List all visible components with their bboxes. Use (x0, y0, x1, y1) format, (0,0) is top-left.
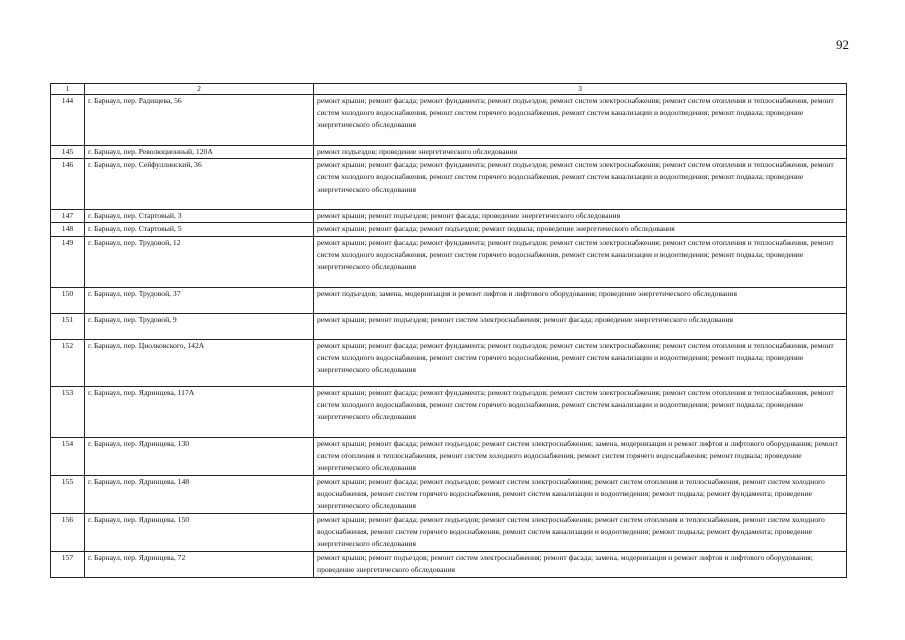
row-address: г. Барнаул, пер. Сейфуллинский, 36 (85, 159, 314, 210)
row-address: г. Барнаул, пер. Трудовой, 9 (85, 313, 314, 339)
table-row (51, 339, 847, 386)
page-number: 92 (836, 37, 849, 52)
row-number: 155 (51, 475, 85, 513)
row-works: ремонт крыши; ремонт подъездов; ремонт систем электроснабжения; ремонт фасада; проведение энергетического обследования (314, 313, 847, 339)
row-works: ремонт крыши; ремонт подъездов; ремонт систем электроснабжения; ремонт фасада; замена, модернизация и ремонт лифтов и лифтового оборудования; проведение энергетического обследования (314, 551, 847, 577)
row-works: ремонт подъездов; проведение энергетического обследования (314, 146, 847, 159)
row-number: 145 (51, 146, 85, 159)
row-number: 146 (51, 159, 85, 210)
column-header-number: 1 (51, 84, 85, 95)
row-address: г. Барнаул, пер. Радищева, 56 (85, 95, 314, 146)
row-address: г. Барнаул, пер. Ядринцева, 117А (85, 386, 314, 437)
repair-register-table (50, 83, 847, 578)
row-address: г. Барнаул, пер. Стартовый, 3 (85, 210, 314, 223)
table-row (51, 551, 847, 577)
row-number: 156 (51, 513, 85, 551)
table-row (51, 287, 847, 313)
table-row (51, 437, 847, 475)
row-number: 147 (51, 210, 85, 223)
row-number: 149 (51, 236, 85, 287)
row-address: г. Барнаул, пер. Ядринцева, 148 (85, 475, 314, 513)
row-works: ремонт крыши; ремонт фасада; ремонт фундамента; ремонт подъездов; ремонт систем электроснабжения; ремонт систем отопления и теплоснабжения, ремонт систем холодного водоснабжения, ремонт систем горячего водоснабжения, ремонт систем канализации и водоотведения; ремонт подвала; проведение энергетического обследования (314, 236, 847, 287)
row-address: г. Барнаул, пер. Ядринцева, 150 (85, 513, 314, 551)
row-address: г. Барнаул, пер. Стартовый, 5 (85, 223, 314, 236)
table-row (51, 386, 847, 437)
row-number: 144 (51, 95, 85, 146)
table-header-row (51, 84, 847, 95)
row-address: г. Барнаул, пер. Трудовой, 12 (85, 236, 314, 287)
column-header-address: 2 (85, 84, 314, 95)
table-row (51, 146, 847, 159)
table-row (51, 210, 847, 223)
row-address: г. Барнаул, пер. Циолковского, 142А (85, 339, 314, 386)
row-number: 151 (51, 313, 85, 339)
row-works: ремонт крыши; ремонт фасада; ремонт фундамента; ремонт подъездов; ремонт систем электроснабжения; ремонт систем отопления и теплоснабжения, ремонт систем холодного водоснабжения, ремонт систем горячего водоснабжения, ремонт систем канализации и водоотведения; ремонт подвала; проведение энергетического обследования (314, 95, 847, 146)
row-works: ремонт крыши; ремонт фасада; ремонт фундамента; ремонт подъездов; ремонт систем электроснабжения; ремонт систем отопления и теплоснабжения, ремонт систем холодного водоснабжения, ремонт систем горячего водоснабжения, ремонт систем канализации и водоотведения; ремонт подвала; проведение энергетического обследования (314, 339, 847, 386)
row-works: ремонт крыши; ремонт фасада; ремонт подъездов; ремонт систем электроснабжения; ремонт систем отопления и теплоснабжения, ремонт систем холодного водоснабжения, ремонт систем горячего водоснабжения, ремонт систем канализации и водоотведения; ремонт подвала; ремонт фундамента; проведение энергетического обследования (314, 513, 847, 551)
row-number: 154 (51, 437, 85, 475)
table-row (51, 223, 847, 236)
row-works: ремонт крыши; ремонт фасада; ремонт подъездов; ремонт систем электроснабжения; замена, модернизация и ремонт лифтов и лифтового оборудования; ремонт систем отопления и теплоснабжения, ремонт систем холодного водоснабжения, ремонт систем горячего водоснабжения; ремонт подвала; проведение энергетического обследования (314, 437, 847, 475)
table-row (51, 475, 847, 513)
row-address: г. Барнаул, пер. Революционный, 120А (85, 146, 314, 159)
row-address: г. Барнаул, пер. Ядринцева, 130 (85, 437, 314, 475)
table-row (51, 159, 847, 210)
row-number: 148 (51, 223, 85, 236)
table-row (51, 513, 847, 551)
row-works: ремонт крыши; ремонт подъездов; ремонт фасада; проведение энергетического обследования (314, 210, 847, 223)
table-row (51, 95, 847, 146)
row-address: г. Барнаул, пер. Ядринцева, 72 (85, 551, 314, 577)
row-works: ремонт крыши; ремонт фасада; ремонт подъездов; ремонт систем электроснабжения; ремонт систем отопления и теплоснабжения, ремонт систем холодного водоснабжения, ремонт систем горячего водоснабжения, ремонт систем канализации и водоотведения; ремонт подвала; ремонт фундамента; проведение энергетического обследования (314, 475, 847, 513)
row-works: ремонт крыши; ремонт фасада; ремонт фундамента; ремонт подъездов; ремонт систем электроснабжения; ремонт систем отопления и теплоснабжения, ремонт систем холодного водоснабжения, ремонт систем горячего водоснабжения, ремонт систем канализации и водоотведения; ремонт подвала; проведение энергетического обследования (314, 386, 847, 437)
row-works: ремонт крыши; ремонт фасада; ремонт подъездов; ремонт подвала; проведение энергетического обследования (314, 223, 847, 236)
row-works: ремонт подъездов; замена, модернизация и ремонт лифтов и лифтового оборудования; проведение энергетического обследования (314, 287, 847, 313)
table-row (51, 313, 847, 339)
column-header-works: 3 (314, 84, 847, 95)
row-number: 150 (51, 287, 85, 313)
row-address: г. Барнаул, пер. Трудовой, 37 (85, 287, 314, 313)
row-number: 152 (51, 339, 85, 386)
row-number: 153 (51, 386, 85, 437)
row-number: 157 (51, 551, 85, 577)
row-works: ремонт крыши; ремонт фасада; ремонт фундамента; ремонт подъездов; ремонт систем электроснабжения; ремонт систем отопления и теплоснабжения, ремонт систем холодного водоснабжения, ремонт систем горячего водоснабжения, ремонт систем канализации и водоотведения; ремонт подвала; проведение энергетического обследования (314, 159, 847, 210)
table-row (51, 236, 847, 287)
